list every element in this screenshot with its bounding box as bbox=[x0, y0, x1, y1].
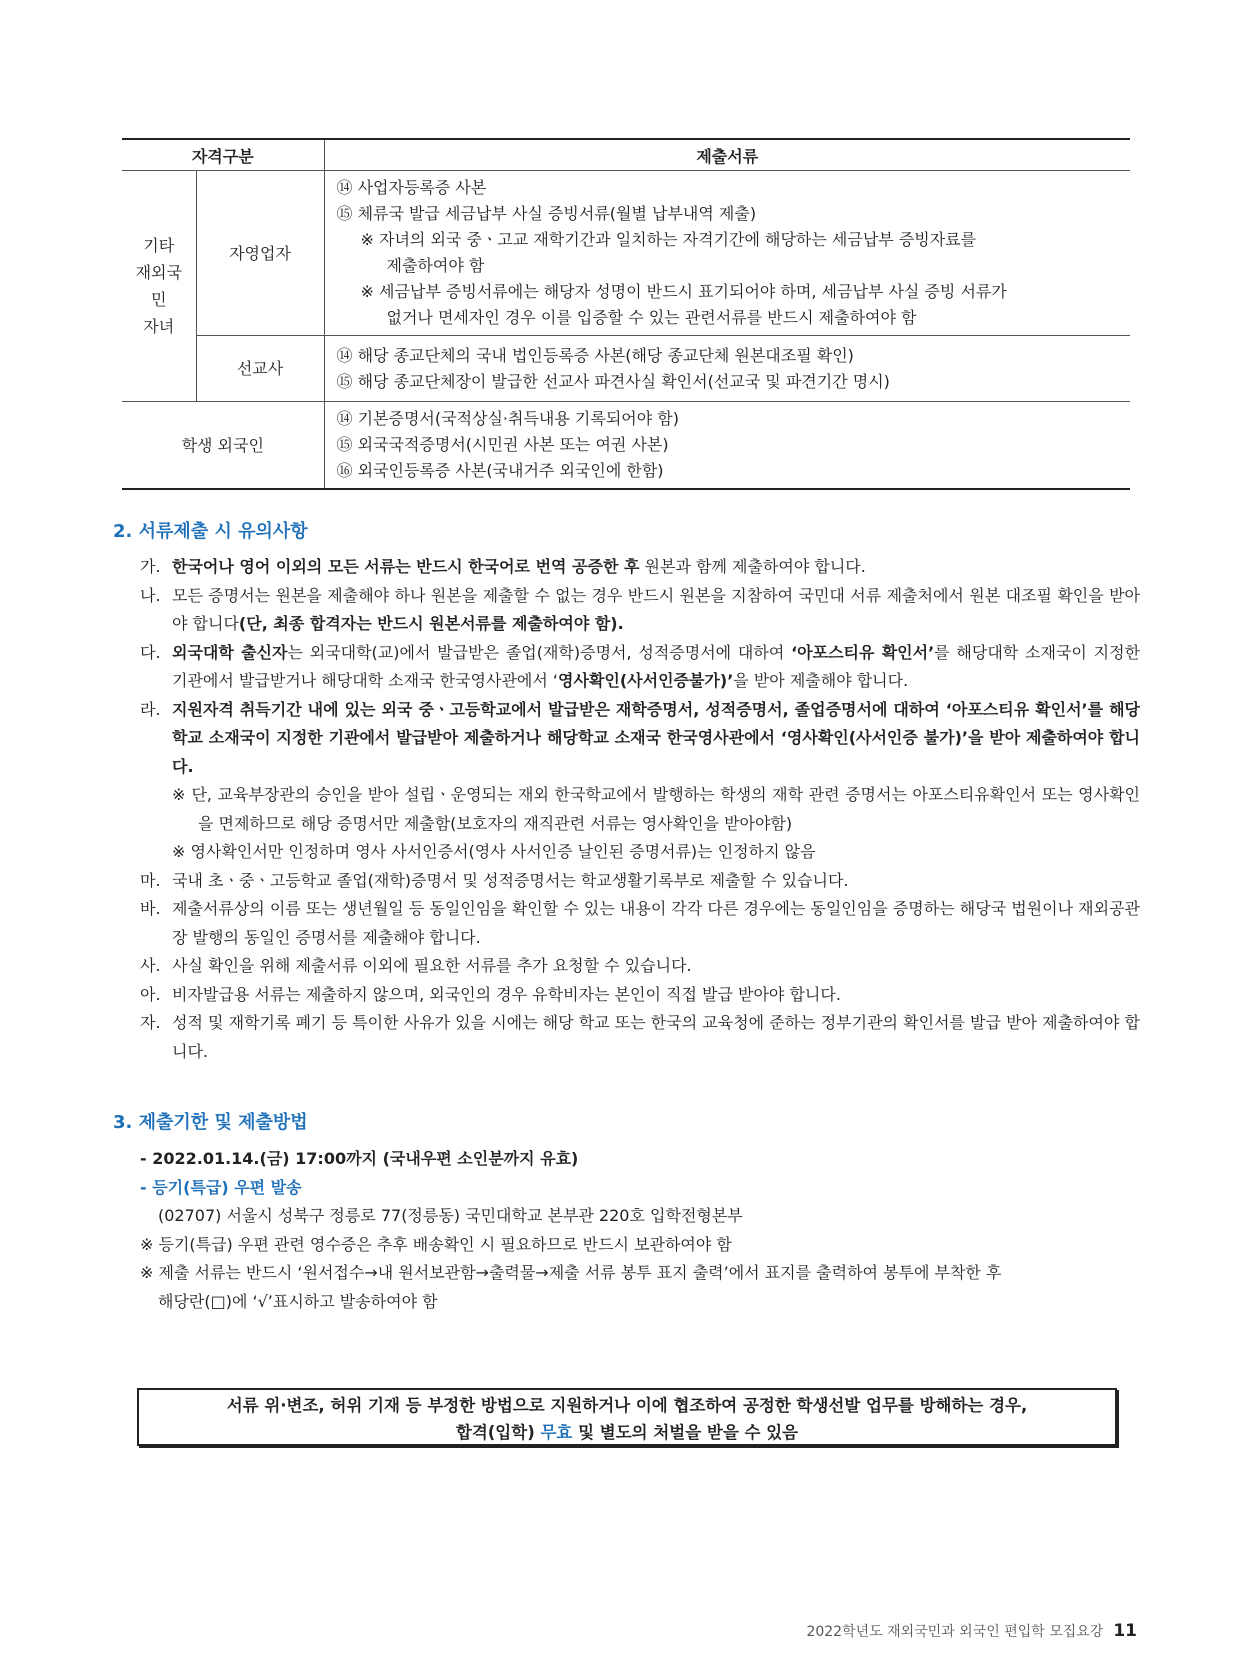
item-text: 성적 및 재학기록 폐기 등 특이한 사유가 있을 시에는 해당 학교 또는 한국의 교육청에 준하는 정부기관의 확인서를 발급 받아 제출하여야 합니다. bbox=[172, 1013, 1140, 1061]
item-label: 나. bbox=[140, 585, 161, 605]
list-item bbox=[140, 582, 1140, 639]
doc-line: ⑮ 외국국적증명서(시민권 사본 또는 여권 사본) bbox=[336, 435, 669, 454]
item-text: 모든 증명서는 원본을 제출해야 하나 원본을 제출할 수 없는 경우 반드시 원본을 지참하여 국민대 서류 제출처에서 원본 대조필 확인을 받아야 합니다 bbox=[172, 585, 1140, 633]
item-label: 라. bbox=[140, 699, 161, 719]
section2-list bbox=[140, 553, 1140, 1066]
item-bold: 한국어나 영어 이외의 모든 서류는 반드시 한국어로 번역 공증한 후 bbox=[172, 557, 640, 576]
item-label: 마. bbox=[140, 870, 161, 890]
list-item bbox=[140, 981, 1140, 1010]
list-item bbox=[140, 553, 1140, 582]
list-note: ※ 영사확인서만 인정하며 영사 사서인증서(영사 사서인증 날인된 증명서류)는 인정하지 않음 bbox=[172, 842, 816, 861]
warning-line2 bbox=[139, 1419, 1115, 1446]
warning-text: 및 별도의 처벌을 받을 수 있음 bbox=[572, 1423, 799, 1442]
footer bbox=[806, 1621, 1137, 1641]
item-text: 사실 확인을 위해 제출서류 이외에 필요한 서류를 추가 요청할 수 있습니다. bbox=[172, 956, 692, 975]
doc-line: ⑮ 해당 종교단체장이 발급한 선교사 파견사실 확인서(선교국 및 파견기간 명시) bbox=[336, 371, 890, 391]
group-other-label: 기타 재외국 민 자녀 bbox=[122, 171, 196, 402]
address: (02707) 서울시 성북구 정릉로 77(정릉동) 국민대학교 본부관 220호 입학전형본부 bbox=[158, 1206, 743, 1225]
doc-line: ⑮ 체류국 발급 세금납부 사실 증빙서류(월별 납부내역 제출) bbox=[336, 204, 757, 223]
warning-box bbox=[137, 1388, 1117, 1446]
item-bold: (단, 최종 합격자는 반드시 원본서류를 제출하여야 함). bbox=[238, 614, 624, 633]
list-item bbox=[140, 867, 1140, 896]
self-employed-docs bbox=[324, 171, 1130, 336]
list-note: ※ 단, 교육부장관의 승인을 받아 설립ㆍ운영되는 재외 한국학교에서 발행하는 학생의 재학 관련 증명서는 아포스티유확인서 또는 영사확인을 면제하므로 해당 증명서만 제출함(보호자의 재직관련 서류는 영사확인을 받아야함) bbox=[172, 785, 1140, 833]
page-number: 11 bbox=[1113, 1621, 1137, 1641]
missionary-docs bbox=[324, 336, 1130, 402]
note-cover-cont: 해당란(□)에 ‘√’표시하고 발송하여야 함 bbox=[158, 1291, 438, 1311]
note-receipt: ※ 등기(특급) 우편 관련 영수증은 추후 배송확인 시 필요하므로 반드시 보관하여야 함 bbox=[140, 1234, 732, 1254]
documents-table bbox=[122, 138, 1130, 490]
item-text: 을 받아 제출해야 합니다. bbox=[733, 671, 909, 690]
list-item bbox=[140, 639, 1140, 696]
missionary-label: 선교사 bbox=[196, 336, 324, 402]
list-item bbox=[140, 1009, 1140, 1066]
section3-title: 3. 제출기한 및 제출방법 bbox=[113, 1112, 308, 1133]
item-bold: ‘아포스티유 확인서’ bbox=[791, 642, 935, 662]
item-text: 국내 초ㆍ중ㆍ고등학교 졸업(재학)증명서 및 성적증명서는 학교생활기록부로 제출할 수 있습니다. bbox=[172, 870, 849, 890]
doc-note: 제출하여야 함 bbox=[386, 256, 485, 275]
item-text: 원본과 함께 제출하여야 합니다. bbox=[639, 557, 866, 576]
item-label: 아. bbox=[140, 984, 161, 1004]
doc-line: ⑭ 해당 종교단체의 국내 법인등록증 사본(해당 종교단체 원본대조필 확인) bbox=[336, 345, 854, 365]
header-documents: 제출서류 bbox=[324, 139, 1130, 171]
list-item bbox=[140, 696, 1140, 782]
method: - 등기(특급) 우편 발송 bbox=[140, 1177, 302, 1197]
list-item bbox=[140, 952, 1140, 981]
self-employed-label: 자영업자 bbox=[196, 171, 324, 336]
section3-body bbox=[140, 1145, 1140, 1316]
section2-title: 2. 서류제출 시 유의사항 bbox=[113, 521, 308, 542]
doc-note: ※ 자녀의 외국 중ㆍ고교 재학기간과 일치하는 자격기간에 해당하는 세금납부 증빙자료를 bbox=[360, 230, 977, 249]
item-label: 자. bbox=[140, 1013, 161, 1032]
item-bold: 외국대학 출신자 bbox=[172, 642, 288, 662]
footer-title: 2022학년도 재외국민과 외국인 편입학 모집요강 bbox=[806, 1624, 1104, 1640]
warning-text: 합격(입학) bbox=[455, 1423, 541, 1442]
doc-line: ⑭ 기본증명서(국적상실·취득내용 기록되어야 함) bbox=[336, 409, 679, 428]
item-label: 가. bbox=[140, 557, 161, 576]
header-category: 자격구분 bbox=[122, 139, 324, 171]
list-item bbox=[140, 895, 1140, 952]
deadline: - 2022.01.14.(금) 17:00까지 (국내우편 소인분까지 유효) bbox=[140, 1149, 579, 1168]
foreign-student-docs bbox=[324, 402, 1130, 490]
item-text: 제출서류상의 이름 또는 생년월일 등 동일인임을 확인할 수 있는 내용이 각각 다른 경우에는 동일인임을 증명하는 해당국 법원이나 재외공관장 발행의 동일인 증명서를 제출해야 합니다. bbox=[172, 899, 1140, 947]
item-text: 는 외국대학(교)에서 발급받은 졸업(재학)증명서, 성적증명서에 대하여 bbox=[287, 642, 792, 662]
item-bold: 영사확인(사서인증불가)’ bbox=[558, 671, 734, 690]
doc-note: ※ 세금납부 증빙서류에는 해당자 성명이 반드시 표기되어야 하며, 세금납부 사실 증빙 서류가 bbox=[360, 282, 1007, 301]
warning-line1: 서류 위·변조, 허위 기재 등 부정한 방법으로 지원하거나 이에 협조하여 공정한 학생선발 업무를 방해하는 경우, bbox=[226, 1396, 1028, 1415]
doc-line: ⑯ 외국인등록증 사본(국내거주 외국인에 한함) bbox=[336, 461, 664, 480]
note-cover: ※ 제출 서류는 반드시 ‘원서접수→내 원서보관함→출력물→제출 서류 봉투 표지 출력’에서 표지를 출력하여 봉투에 부착한 후 bbox=[140, 1263, 1002, 1282]
item-bold: 지원자격 취득기간 내에 있는 외국 중ㆍ고등학교에서 발급받은 재학증명서, 성적증명서, 졸업증명서에 대하여 ‘아포스티유 확인서’를 해당학교 소재국이 지정한 기관에서 발급받아 제출하거나 해당학교 소재국 한국영사관에서 ‘영사확인(사서인증 불가)’을 받아 제출하여야 합니다. bbox=[172, 699, 1140, 776]
item-label: 다. bbox=[140, 642, 161, 662]
item-text: 를 해당대학 소재국이 지정한 기관에서 발급받거나 해당대학 소재국 한국영사관에서 ‘ bbox=[172, 642, 1141, 690]
doc-line: ⑭ 사업자등록증 사본 bbox=[336, 178, 487, 197]
foreign-student-label: 학생 외국인 bbox=[122, 402, 324, 490]
doc-note: 없거나 면세자인 경우 이를 입증할 수 있는 관련서류를 반드시 제출하여야 함 bbox=[386, 308, 917, 327]
warning-highlight: 무효 bbox=[540, 1423, 573, 1442]
item-label: 바. bbox=[140, 899, 161, 918]
item-text: 비자발급용 서류는 제출하지 않으며, 외국인의 경우 유학비자는 본인이 직접 발급 받아야 합니다. bbox=[172, 984, 841, 1004]
item-label: 사. bbox=[140, 956, 161, 975]
